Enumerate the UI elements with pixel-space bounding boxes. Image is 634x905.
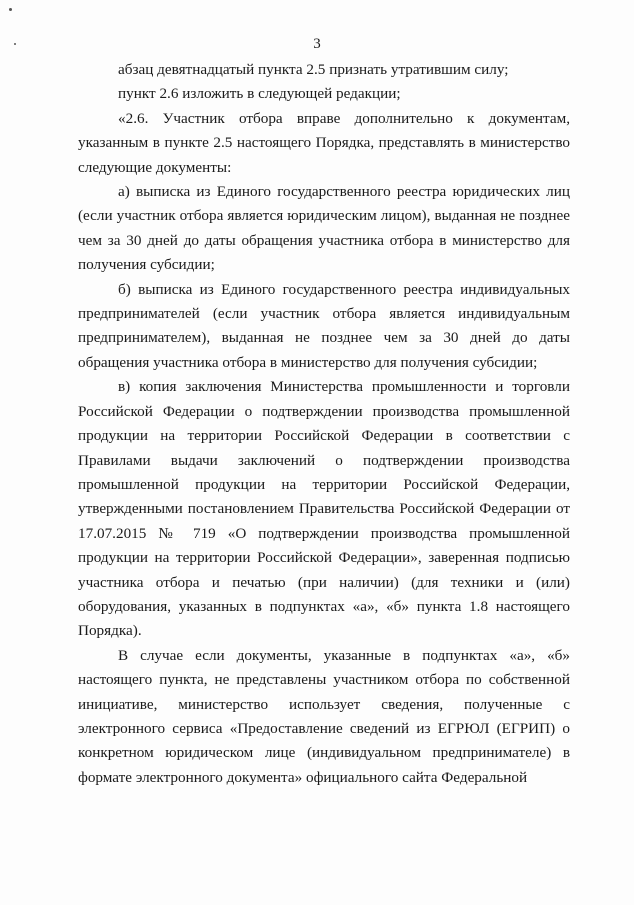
document-body — [78, 58, 570, 790]
paragraph-repeal-clause: абзац девятнадцатый пункта 2.5 признать утратившим силу; — [118, 61, 509, 78]
paragraph-item-b: б) выписка из Единого государственного реестра индивидуальных предпринимателей (если участник отбора является индивидуальным предпринимателем), выданная не позднее чем за 30 дней до даты обращения участника отбора в министерство для получения субсидии; — [78, 280, 570, 371]
page-number: 3 — [313, 36, 321, 52]
paragraph-amend-clause: пункт 2.6 изложить в следующей редакции; — [118, 85, 401, 103]
paragraph-2-6-intro: «2.6. Участник отбора вправе дополнительно к документам, указанным в пункте 2.5 настоящего Порядка, представлять в министерство следующие документы: — [78, 109, 570, 176]
scan-speck — [9, 8, 12, 11]
paragraph-item-a: а) выписка из Единого государственного реестра юридических лиц (если участник отбора является юридическим лицом), выданная не позднее чем за 30 дней до даты обращения участника отбора в министерство для получения субсидии; — [78, 183, 570, 274]
paragraph-item-c: в) копия заключения Министерства промышленности и торговли Российской Федерации о подтверждении производства промышленной продукции на территории Российской Федерации в соответствии с Правилами выдачи заключений о подтверждении производства промышленной продукции на территории Российской Федерации, утвержденными постановлением Правительства Российской Федерации от 17.07.2015 № 719 «О подтверждении производства промышленной продукции на территории Российской Федерации», заверенная подписью участника отбора и печатью (при наличии) (для техники и (или) оборудования, указанных в подпунктах «а», «б» пункта 1.8 настоящего Порядка). — [78, 378, 570, 640]
paragraph-if-not-provided: В случае если документы, указанные в подпунктах «а», «б» настоящего пункта, не представлены участником отбора по собственной инициативе, министерство использует сведения, полученные с электронного сервиса «Предоставление сведений из ЕГРЮЛ (ЕГРИП) о конкретном юридическом лице (индивидуальном предпринимателе) в формате электронного документа» официального сайта Федеральной — [78, 646, 570, 786]
